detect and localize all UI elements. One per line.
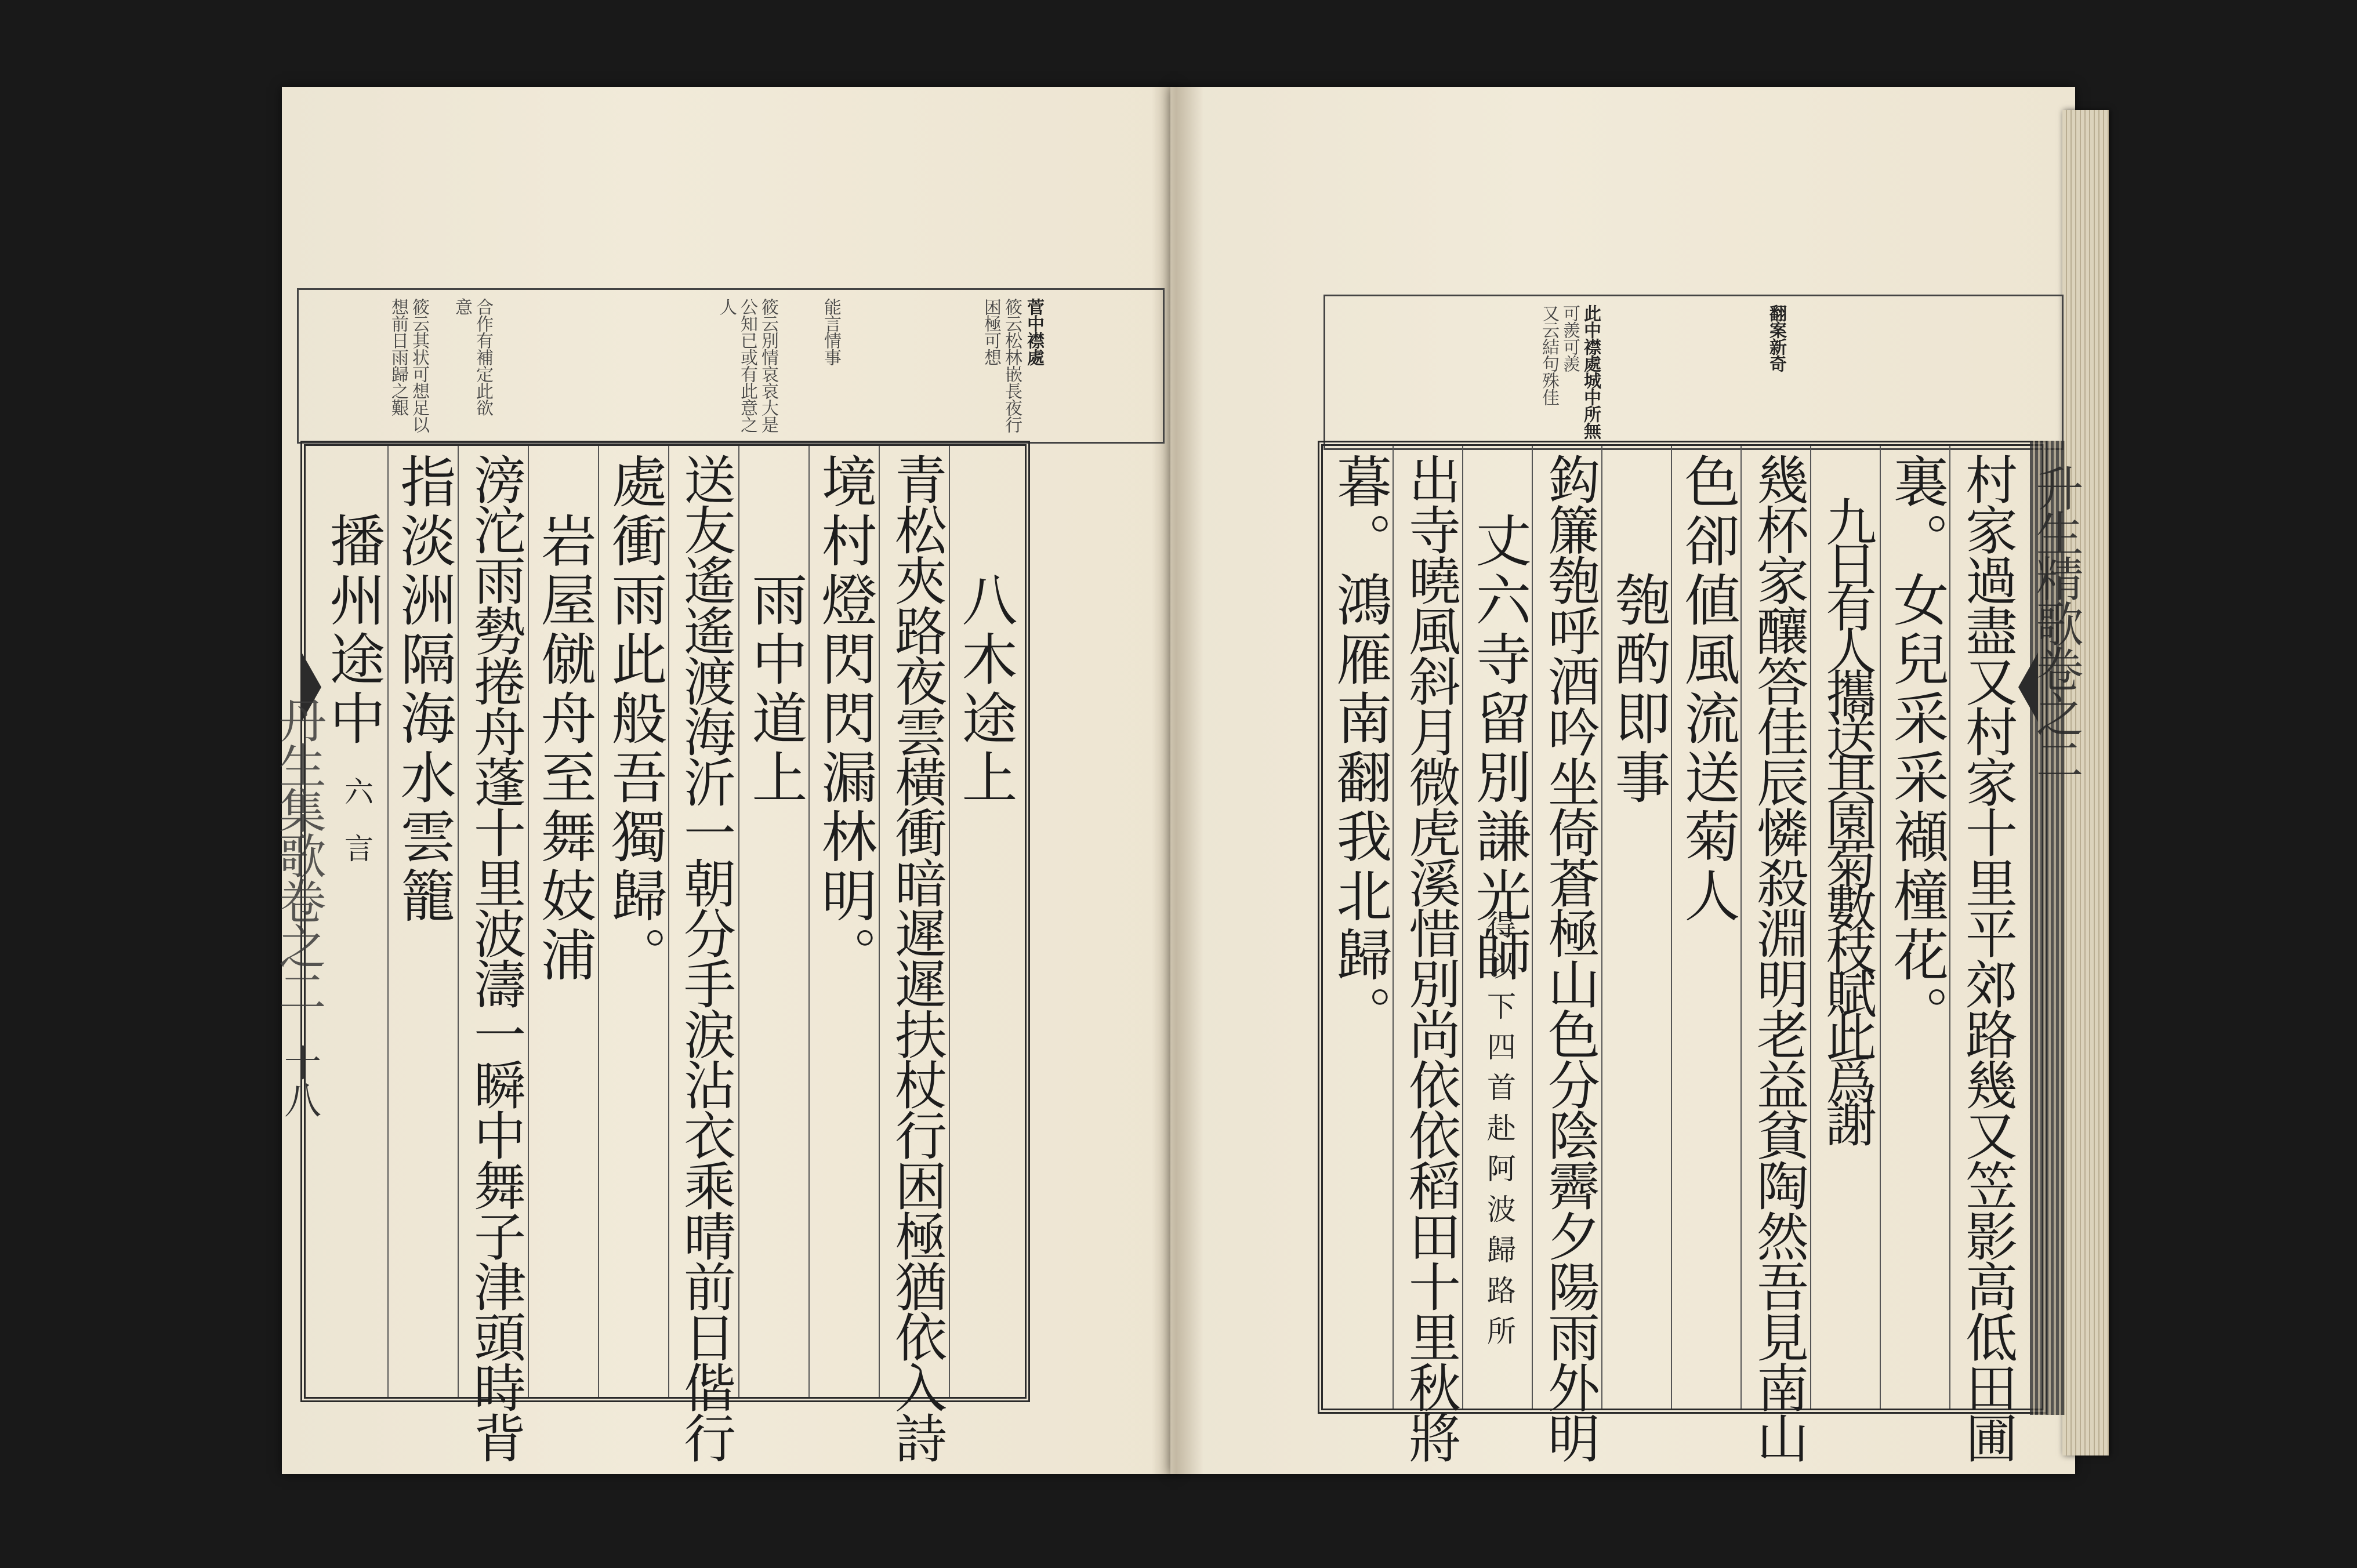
left-column-10: 播州途中	[321, 453, 386, 749]
left-note-8: 合作有補定此欲	[473, 298, 493, 416]
left-column-1: 八木途上	[953, 453, 1018, 808]
column-rule	[528, 446, 529, 1397]
right-column-5: 色卻値風流送菊人	[1676, 453, 1740, 926]
left-note-1: 菅中襟處	[1024, 298, 1044, 365]
column-rule	[387, 446, 389, 1397]
left-column-6: 處衝雨此般吾獨歸。	[603, 453, 668, 985]
right-column-7: 鈎簾匏呼酒吟坐倚蒼極山色分陰霽夕陽雨外明	[1539, 453, 1600, 1462]
column-rule	[1671, 446, 1672, 1409]
left-note-2: 筱云松林嵌長夜行	[1002, 298, 1022, 433]
right-column-1: 村家過盡又村家十里平郊路幾又笠影高低田圃	[1956, 453, 2017, 1462]
left-note-9: 意	[452, 298, 472, 315]
left-column-2: 青松夾路夜雲橫衝暗遲遲扶杖行困極猶依入詩	[886, 453, 947, 1462]
right-note-2: 此中襟處城中所無	[1580, 304, 1601, 439]
left-column-9: 指淡洲隔海水雲籠	[391, 453, 456, 926]
column-rule	[879, 446, 880, 1397]
right-column-2: 裏。女兒采采襭橦花。	[1884, 453, 1949, 1044]
left-running-title: 丹生集歌卷之二	[271, 696, 326, 1012]
left-column-3: 境村燈閃閃漏林明。	[813, 453, 877, 985]
right-commentary-box	[1323, 295, 2064, 450]
column-rule	[1601, 446, 1602, 1409]
right-column-6: 匏酌即事	[1606, 453, 1671, 808]
right-column-4: 幾杯家釀答佳辰憐殺淵明老益貧陶然吾見南山	[1747, 453, 1808, 1462]
column-rule	[598, 446, 599, 1397]
left-note-10: 筱云其状可想足以	[409, 298, 429, 433]
left-note-5: 筱云別情哀哀大是	[758, 298, 778, 433]
right-note-3: 可羨可羨	[1560, 304, 1580, 372]
right-column-10: 暮。鴻雁南翻我北歸。	[1328, 453, 1393, 1044]
right-text-frame	[1318, 441, 2047, 1462]
page-edge-stack	[2062, 110, 2109, 1456]
column-rule	[1740, 446, 1742, 1409]
right-note-1: 翻案新奇	[1766, 304, 1786, 372]
column-rule	[1532, 446, 1533, 1409]
left-note-6: 公知已或有此意之	[737, 298, 757, 433]
right-column-8-note: 得以下四首赴阿波歸路所	[1482, 910, 1516, 1356]
column-rule	[1949, 446, 1950, 1409]
left-note-11: 想前日雨歸之艱	[388, 298, 408, 416]
column-rule	[1810, 446, 1811, 1409]
left-column-8: 滂沱雨勢捲舟蓬十里波濤一瞬中舞子津頭時背	[465, 453, 525, 1462]
column-rule	[808, 446, 810, 1397]
right-column-9: 出寺曉風斜月微虎溪惜別尚依依稻田十里秋將	[1399, 453, 1460, 1462]
left-column-10-note: 六言	[340, 776, 374, 890]
left-column-7: 岩屋僦舟至舞妓浦	[532, 453, 597, 985]
right-column-3: 九日有人攜送其園菊數枝賦此爲謝	[1818, 453, 1877, 1139]
left-note-7: 人	[716, 298, 737, 315]
left-column-5: 送友遙遙渡海沂一朝分手涙沾衣乘晴前日偕行	[675, 453, 735, 1462]
column-rule	[1462, 446, 1463, 1409]
column-rule	[1880, 446, 1881, 1409]
column-rule	[668, 446, 669, 1397]
left-text-frame	[300, 441, 1030, 1462]
column-rule	[738, 446, 739, 1397]
column-rule	[458, 446, 459, 1397]
column-rule	[1393, 446, 1394, 1409]
column-rule	[949, 446, 950, 1397]
right-column-8: 丈六寺留別謙光師	[1467, 453, 1532, 985]
right-note-4: 又云結句殊佳	[1539, 304, 1559, 405]
left-note-4: 能言情事	[821, 298, 841, 365]
left-folio-number: 十八	[278, 1044, 321, 1118]
left-note-3: 困極可想	[981, 298, 1001, 365]
left-commentary-box	[297, 288, 1165, 444]
left-column-4: 雨中道上	[743, 453, 808, 808]
right-running-title: 升生精歌卷之二	[2028, 464, 2083, 781]
